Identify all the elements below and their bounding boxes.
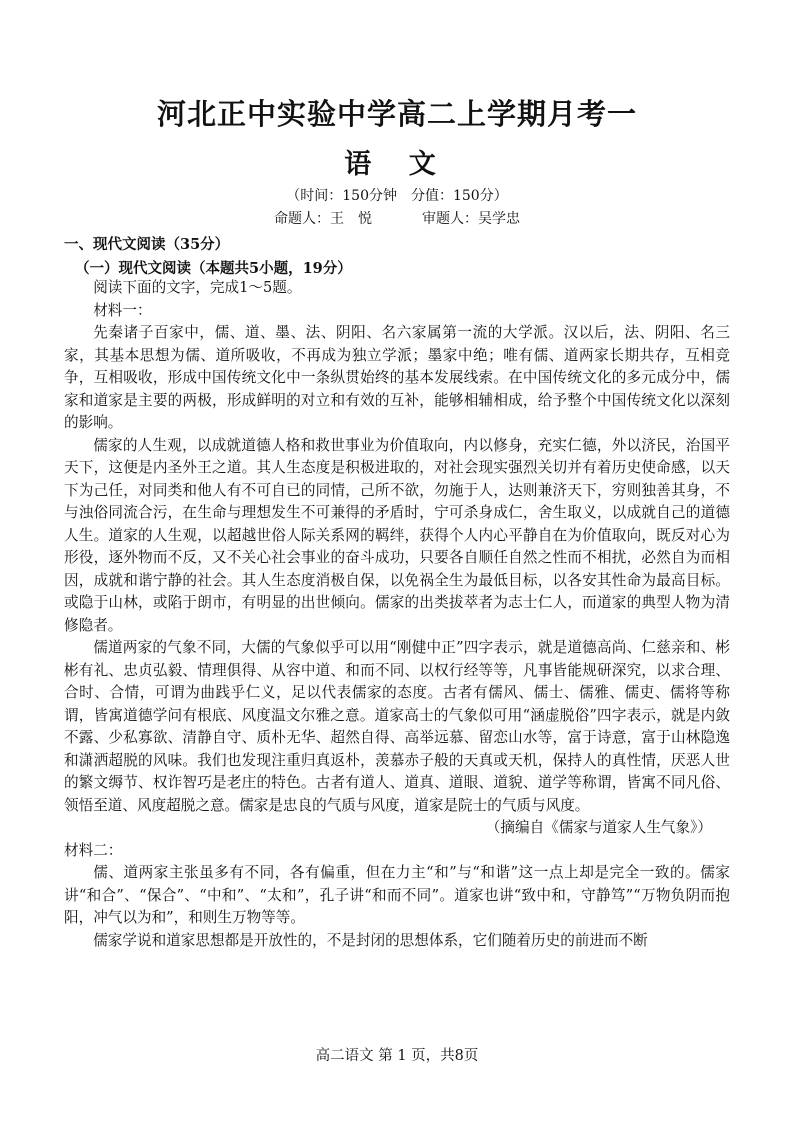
reviewer-label: 审题人：吴学忠 xyxy=(422,211,520,227)
page-footer: 高二语文 第 1 页，共8页 xyxy=(315,1048,479,1064)
source-citation: （摘编自《儒家与道家人生气象》） xyxy=(485,819,712,836)
instruction-text: 阅读下面的文字，完成1～5题。 xyxy=(93,279,302,296)
section-heading-1-1: （一）现代文阅读（本题共5小题，19分） xyxy=(75,260,352,277)
subject-title: 语 文 xyxy=(344,149,450,180)
time-score-info: （时间：150分钟 分值：150分） xyxy=(286,188,508,204)
material-one-label: 材料一： xyxy=(93,301,152,319)
exam-title: 河北正中实验中学高二上学期月考一 xyxy=(156,97,637,131)
material-two-label: 材料二： xyxy=(64,841,123,859)
paragraph: 儒家的人生观，以成就道德人格和救世事业为价值取向，内以修身，充实仁德，外以济民，治国平天下，这便是内圣外王之道。其人生态度是积极进取的，对社会现实强烈关切并有着历史使命感，以天下为己任，对同类和他人有不可自已的同情，己所不欲，勿施于人，达则兼济天下，穷则独善其身，不与浊俗同流合污，在生命与理想发生不可兼得的矛盾时，宁可杀身成仁，舍生取义，以成就自己的道德人生。道家的人生观，以超越世俗人际关系网的羁绊，获得个人内心平静自在为价值取向，既反对心为形役，逐外物而不反，又不关心社会事业的奋斗成功，只要各自顺任自然之性而不相扰，必然自为而相因，成就和谐宁静的社会。其人生态度消极自保，以免祸全生为最低目标，以各安其性命为最高目标。或隐于山林，或陷于朗市，有明显的出世倾向。儒家的出类拔萃者为志士仁人，而道家的典型人物为清修隐者。 xyxy=(64,436,730,634)
author-label: 命题人：王 悦 xyxy=(274,211,372,227)
paragraph: 儒、道两家主张虽多有不同，各有偏重，但在力主“和”与“和谐”这一点上却是完全一致的。儒家讲“和合”、“保合”、“中和”、“太和”，孔子讲“和而不同”。道家也讲“致中和，守静笃”“万物负阴而抱阳，冲气以为和”，和则生万物等等。 xyxy=(64,864,730,926)
section-heading-1: 一、现代文阅读（35分） xyxy=(64,236,230,253)
author-line xyxy=(0,208,794,228)
material-one-body xyxy=(64,277,730,952)
paragraph: 儒道两家的气象不同，大儒的气象似乎可以用“刚健中正”四字表示，就是道德高尚、仁慈亲和、彬彬有礼、忠贞弘毅、情理俱得、从容中道、和而不同、以权行经等等，凡事皆能规研深究，以求合理、合时、合情，可谓为曲践乎仁义，足以代表儒家的态度。古者有儒风、儒士、儒雅、儒吏、儒将等称谓，皆寓道德学问有根底、风度温文尔雅之意。道家高士的气象似可用“涵虚脱俗”四字表示，就是内敛不露、少私寡欲、清静自守、质朴无华、超然自得、高举远慕、留恋山水等，富于诗意，富于山林隐逸和潇洒超脱的风味。我们也发现注重归真返朴，羡慕赤子般的天真或天机，保持人的真性情，厌恶人世的繁文缛节、权诈智巧是老庄的特色。古者有道人、道真、道眼、道貌、道学等称谓，皆寓不同凡俗、领悟至道、风度超脱之意。儒家是忠良的气质与风度，道家是院士的气质与风度。 xyxy=(64,639,730,814)
paragraph: 儒家学说和道家思想都是开放性的，不是封闭的思想体系，它们随着历史的前进而不断 xyxy=(93,931,648,949)
paragraph: 先秦诸子百家中，儒、道、墨、法、阴阳、名六家属第一流的大学派。汉以后，法、阴阳、名三家，其基本思想为儒、道所吸收，不再成为独立学派；墨家中绝；唯有儒、道两家长期共存，互相竞争，互相吸收，形成中国传统文化中一条纵贯始终的基本发展线索。在中国传统文化的多元成分中，儒家和道家是主要的两极，形成鲜明的对立和有效的互补，能够相辅相成，给予整个中国传统文化以深刻的影响。 xyxy=(64,324,730,431)
